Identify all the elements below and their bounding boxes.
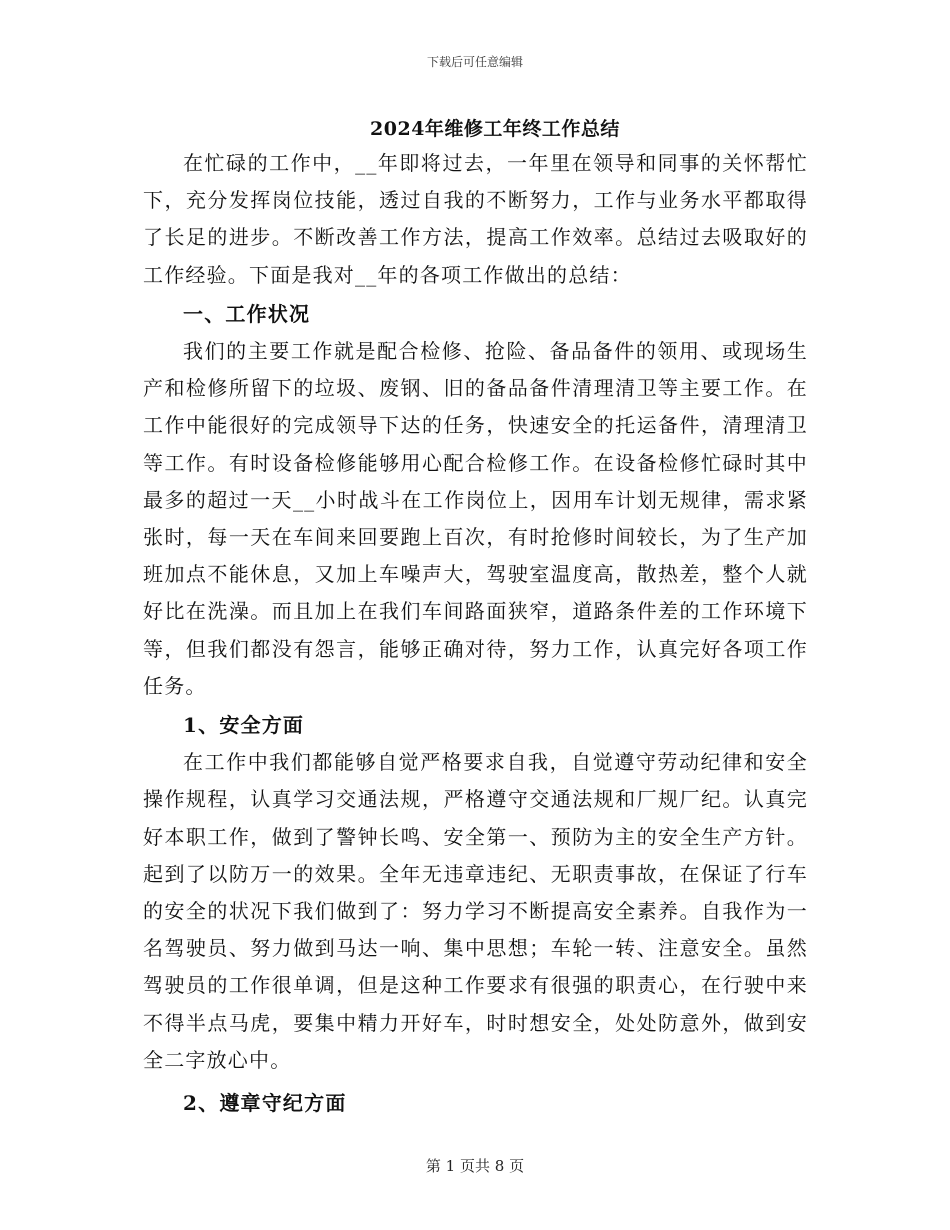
subsection-paragraph-safety: 在工作中我们都能够自觉严格要求自我，自觉遵守劳动纪律和安全操作规程，认真学习交通法规，严格遵守交通法规和厂规厂纪。认真完好本职工作，做到了警钟长鸣、安全第一、预防为主的安全生产方针。起到了以防万一的效果。全年无违章违纪、无职责事故，在保证了行车的安全的状况下我们做到了：努力学习不断提高安全素养。自我作为一名驾驶员、努力做到马达一响、集中思想；车轮一转、注意安全。虽然驾驶员的工作很单调，但是这种工作要求有很强的职责心，在行驶中来不得半点马虎，要集中精力开好车，时时想安全，处处防意外，做到安全二字放心中。 <box>143 750 808 1072</box>
document-body <box>143 145 808 1122</box>
header-note: 下载后可任意编辑 <box>426 55 523 69</box>
subsection-heading-safety: 1、安全方面 <box>183 713 305 738</box>
intro-paragraph: 在忙碌的工作中，__年即将过去，一年里在领导和同事的关怀帮忙下，充分发挥岗位技能，透过自我的不断努力，工作与业务水平都取得了长足的进步。不断改善工作方法，提高工作效率。总结过去吸取好的工作经验。下面是我对__年的各项工作做出的总结： <box>143 151 808 287</box>
section-paragraph-work-status: 我们的主要工作就是配合检修、抢险、备品备件的领用、或现场生产和检修所留下的垃圾、废钢、旧的备品备件清理清卫等主要工作。在工作中能很好的完成领导下达的任务，快速安全的托运备件，清理清卫等工作。有时设备检修能够用心配合检修工作。在设备检修忙碌时其中最多的超过一天__小时战斗在工作岗位上，因用车计划无规律，需求紧张时，每一天在车间来回要跑上百次，有时抢修时间较长，为了生产加班加点不能休息，又加上车噪声大，驾驶室温度高，散热差，整个人就好比在洗澡。而且加上在我们车间路面狭窄，道路条件差的工作环境下等，但我们都没有怨言，能够正确对待，努力工作，认真完好各项工作任务。 <box>143 339 808 698</box>
page-number: 第 1 页共 8 页 <box>425 1157 525 1175</box>
subsection-heading-discipline: 2、遵章守纪方面 <box>183 1091 347 1116</box>
section-heading-work-status: 一、工作状况 <box>183 301 311 326</box>
document-title: 2024年维修工年终工作总结 <box>370 118 620 140</box>
